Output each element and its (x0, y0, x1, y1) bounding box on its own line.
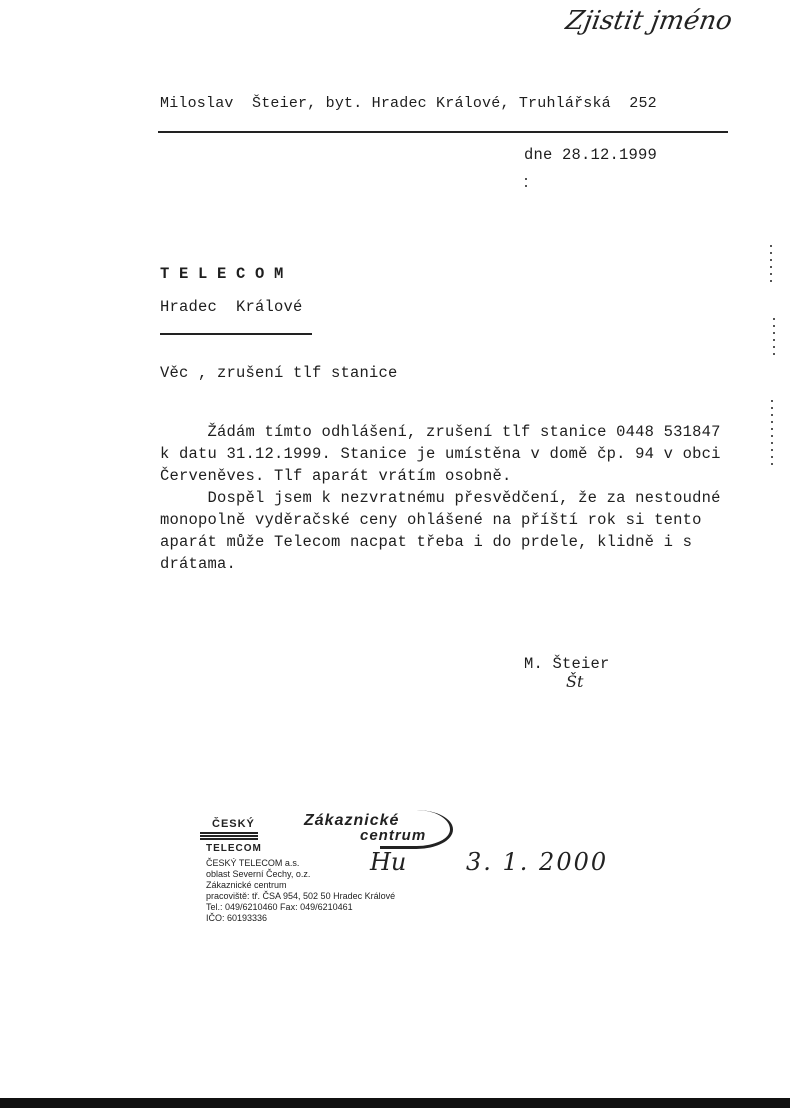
scan-artifact (771, 400, 773, 470)
recipient-name: T E L E C O M (160, 265, 284, 283)
scan-artifact (770, 245, 772, 285)
subject-line: Věc , zrušení tlf stanice (160, 364, 398, 382)
handwritten-annotation: Zjistit jméno (563, 6, 735, 36)
stamp-line: Tel.: 049/6210460 Fax: 049/6210461 (206, 902, 353, 912)
recipient-underline (160, 333, 312, 335)
sender-line: Miloslav Šteier, byt. Hradec Králové, Truhlářská 252 (160, 95, 657, 112)
recipient-city: Hradec Králové (160, 298, 303, 316)
body-line: Dospěl jsem k nezvratnému přesvědčení, že za nestoudné (160, 489, 721, 507)
body-line: monopolně vyděračské ceny ohlášené na příští rok si tento (160, 511, 702, 529)
handwritten-signature: Št (566, 672, 584, 691)
stamp-swoosh (380, 810, 453, 849)
stamp-logo-top: ČESKÝ (212, 818, 255, 830)
stamp-line: ČESKÝ TELECOM a.s. (206, 858, 300, 868)
body-line: drátama. (160, 555, 237, 573)
scan-artifact (773, 318, 775, 358)
scan-bottom-edge (0, 1098, 790, 1108)
signature-name: M. Šteier (524, 655, 610, 673)
stamp-line: IČO: 60193336 (206, 913, 268, 923)
date-line: dne 28.12.1999 (524, 146, 658, 164)
received-date: 3. 1. 2000 (466, 848, 609, 876)
stamp-line: Zákaznické centrum (206, 880, 287, 890)
body-line: Červeněves. Tlf aparát vrátím osobně. (160, 467, 512, 485)
customer-center-stamp (200, 808, 480, 938)
stamp-center-subtitle: centrum (360, 827, 427, 844)
letter-body (160, 423, 721, 577)
stamp-line: oblast Severní Čechy, o.z. (206, 869, 311, 879)
letterhead-rule (158, 131, 728, 133)
stamp-logo-bottom: TELECOM (206, 843, 262, 854)
stamp-center-title: Zákaznické (304, 812, 400, 829)
body-line: k datu 31.12.1999. Stanice je umístěna v domě čp. 94 v obci (160, 445, 721, 463)
body-line: Žádám tímto odhlášení, zrušení tlf stanice 0448 531847 (160, 423, 721, 441)
stamp-signature: Hu (370, 848, 407, 876)
stamp-logo-bars (200, 832, 258, 841)
stamp-line: pracoviště: tř. ČSA 954, 502 50 Hradec Králové (206, 891, 396, 901)
body-line: aparát může Telecom nacpat třeba i do prdele, klidně i s (160, 533, 693, 551)
stamp-text (206, 858, 395, 924)
scan-artifact (525, 178, 527, 192)
